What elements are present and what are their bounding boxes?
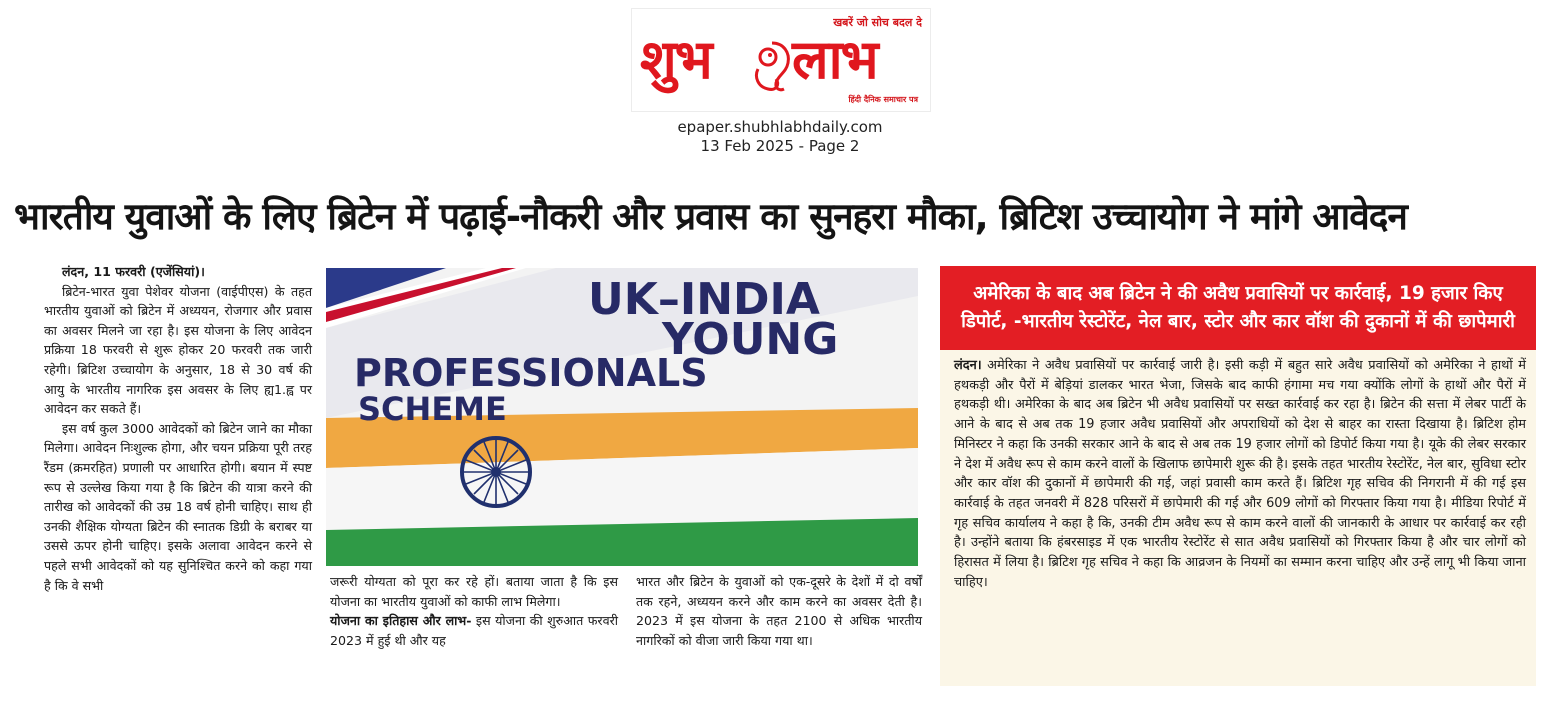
- article-dateline: लंदन, 11 फरवरी (एजेंसियां)।: [62, 264, 205, 279]
- photo-text-line1: UK–INDIA: [588, 274, 820, 325]
- article-column-1: [44, 262, 312, 595]
- article-paragraph-5: भारत और ब्रिटेन के युवाओं को एक-दूसरे के देशों में दो वर्षों तक रहने, अध्ययन करने और काम करने का अवसर देती है। 2023 में इस योजना के तहत 2100 से अधिक भारतीय नागरिकों को वीजा जारी किया गया था।: [636, 574, 922, 648]
- sidebar-body-text: अमेरिका ने अवैध प्रवासियों पर कार्रवाई जारी है। इसी कड़ी में बहुत सारे अवैध प्रवासियों को अमेरिका ने हाथों में हथकड़ी और पैरों में बेड़ियां डालकर भारत भेजा, जिसके बाद काफी हंगामा मच गया क्योंकि लोगों के हाथों और पैरों में हथकड़ी थी। अमेरिका के बाद अब ब्रिटेन भी अवैध प्रवासियों पर सख्त कार्रवाई कर रहा है। ब्रिटेन की सत्ता में लेबर पार्टी के आने के बाद से अब तक 19 हजार अवैध प्रवासियों और अपराधियों को देश से बाहर का रास्ता दिखाया है। ब्रिटिश होम मिनिस्टर ने कहा कि उनकी सरकार आने के बाद से अब तक 19 हजार लोगों को डिपोर्ट किया गया है। यूके की लेबर सरकार ने देश में अवैध रूप से काम करने वालों के खिलाफ छापेमारी शुरू की है। इसके तहत भारतीय रेस्टोरेंट, नेल बार, सुविधा स्टोर और कार वॉश की दुकानों में छापेमारी की गई, जहां प्रवासी काम करते हैं। ब्रिटिश गृह सचिव की निगरानी में की गई इस कार्रवाई के तहत जनवरी में 828 परिसरों में छापेमारी की गई और 609 लोगों को गिरफ्तार किया गया है। मीडिया रिपोर्ट में गृह सचिव कार्यालय ने कहा है कि, उनकी टीम अवैध रूप से काम करने वालों की जानकारी के आधार पर कार्रवाई कर रही है। उन्होंने बताया कि हंबरसाइड में एक भारतीय रेस्टोरेंट से सात अवैध प्रवासियों को गिरफ्तार किया है और चार लोगों को हिरासत में लिया है। ब्रिटिश गृह सचिव ने कहा कि आव्रजन के नियमों का सम्मान करना चाहिए और उन्हें लागू भी किया जाना चाहिए।: [954, 358, 1526, 590]
- sidebar-headline: [940, 266, 1536, 350]
- sidebar-headline-line2: डिपोर्ट, -भारतीय रेस्टोरेंट, नेल बार, स्टोर और कार वॉश की दुकानों में की छापेमारी: [961, 311, 1515, 332]
- scheme-photo: [326, 268, 918, 566]
- article-column-2: [330, 572, 618, 650]
- logo-word-right: लाभ: [792, 27, 877, 91]
- source-date-page: 13 Feb 2025 - Page 2: [700, 137, 860, 155]
- ashoka-chakra-icon: [462, 438, 530, 506]
- article-paragraph-3: जरूरी योग्यता को पूरा कर रहे हों। बताया जाता है कि इस योजना का भारतीय युवाओं को काफी लाभ मिलेगा।: [330, 574, 618, 609]
- sidebar-lead: लंदन।: [954, 358, 982, 373]
- main-headline: भारतीय युवाओं के लिए ब्रिटेन में पढ़ाई-नौकरी और प्रवास का सुनहरा मौका, ब्रिटिश उच्चायोग ने मांगे आवेदन: [14, 195, 1407, 238]
- article-paragraph-4: [330, 611, 618, 650]
- article-paragraph-1: ब्रिटेन-भारत युवा पेशेवर योजना (वाईपीएस) के तहत भारतीय युवाओं को ब्रिटेन में अध्ययन, रोजगार और प्रवास का अवसर मिलने जा रहा है। इस योजना के लिए आवेदन प्रक्रिया 18 फरवरी से शुरू होकर 20 फरवरी तक जारी रहेगी। ब्रिटिश उच्चायोग के अनुसार, 18 से 30 वर्ष की आयु के भारतीय नागरिक इस अवसर के लिए ह्य1.ह्व पर आवेदन कर सकते हैं।: [44, 283, 312, 417]
- sidebar-body: [940, 350, 1536, 686]
- article-column-3: [636, 572, 922, 650]
- photo-text-line3: PROFESSIONALS: [354, 351, 708, 395]
- photo-text-line4: SCHEME: [358, 390, 507, 428]
- logo-word-left: शुभ: [640, 27, 711, 91]
- article-paragraph-2: इस वर्ष कुल 3000 आवेदकों को ब्रिटेन जाने का मौका मिलेगा। आवेदन निःशुल्क होगा, और चयन प्रक्रिया पूरी तरह रैंडम (क्रमरहित) प्रणाली पर आधारित होगी। बयान में स्पष्ट रूप से उल्लेख किया गया है कि ब्रिटेन की यात्रा करने की तारीख को आवेदकों की उम्र 18 वर्ष होनी चाहिए। साथ ही उनकी शैक्षिक योग्यता ब्रिटेन की स्नातक डिग्री के बराबर या उससे ऊपर होनी चाहिए। इसके अलावा आवेदन करने से पहले सभी आवेदकों को यह सुनिश्चित करने को कहा गया है कि वे सभी: [44, 420, 312, 593]
- masthead-logo: [631, 8, 931, 112]
- masthead-subtag: हिंदी दैनिक समाचार पत्र: [848, 95, 918, 104]
- photo-text-line2: YOUNG: [662, 314, 839, 365]
- source-info: [631, 118, 929, 156]
- masthead-tagline: खबरें जो सोच बदल दे: [833, 16, 922, 29]
- article-paragraph-4-text: इस योजना की शुरुआत फरवरी 2023 में हुई थी और यह: [330, 613, 618, 648]
- sidebar-headline-line1: अमेरिका के बाद अब ब्रिटेन ने की अवैध प्रवासियों पर कार्रवाई, 19 हजार किए: [973, 283, 1503, 304]
- article-subhead: योजना का इतिहास और लाभ-: [330, 613, 472, 629]
- ganesha-emblem-icon: [750, 39, 794, 95]
- source-site-link[interactable]: epaper.shubhlabhdaily.com: [677, 118, 883, 136]
- scheme-graphic: [326, 268, 918, 566]
